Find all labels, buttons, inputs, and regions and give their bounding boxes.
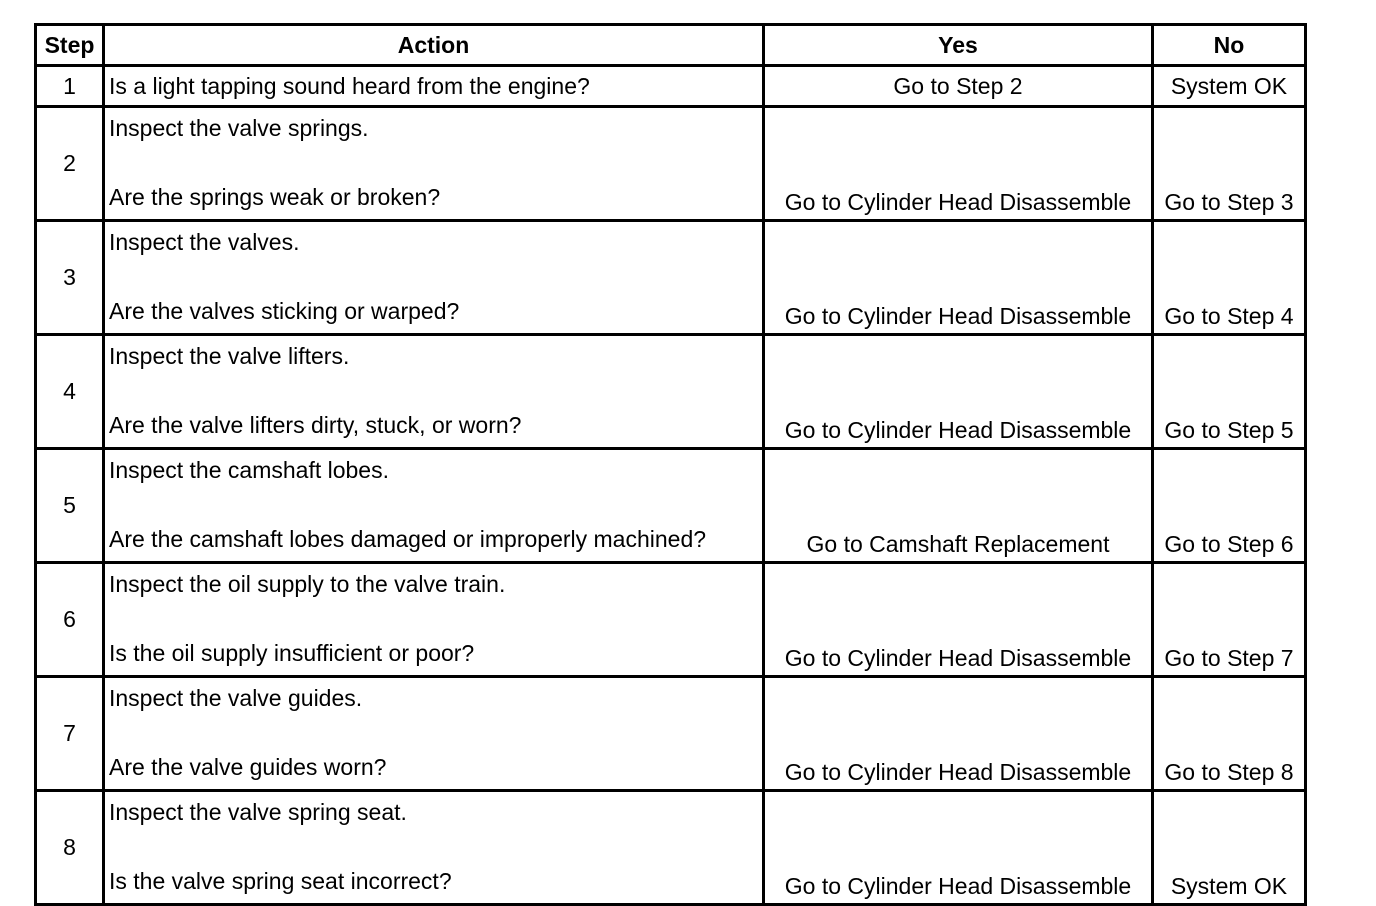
no-outcome: System OK (1153, 66, 1306, 107)
action-question: Are the springs weak or broken? (109, 184, 441, 210)
step-number: 8 (36, 791, 104, 905)
table-row (36, 335, 1306, 449)
diagnostic-table (34, 23, 1307, 906)
table-row (36, 449, 1306, 563)
yes-outcome: Go to Cylinder Head Disassemble (764, 677, 1153, 791)
no-outcome: Go to Step 4 (1153, 221, 1306, 335)
table-row (36, 563, 1306, 677)
no-outcome: System OK (1153, 791, 1306, 905)
action-inspect: Inspect the valve spring seat. (109, 799, 407, 825)
action-inspect: Inspect the valves. (109, 229, 300, 255)
yes-outcome: Go to Cylinder Head Disassemble (764, 335, 1153, 449)
yes-outcome: Go to Step 2 (764, 66, 1153, 107)
header-row (36, 25, 1306, 66)
table-row (36, 221, 1306, 335)
action-inspect: Inspect the valve guides. (109, 685, 363, 711)
header-no: No (1153, 25, 1306, 66)
no-outcome: Go to Step 5 (1153, 335, 1306, 449)
action-question: Are the valve lifters dirty, stuck, or worn? (109, 412, 522, 438)
action-cell (104, 107, 764, 221)
step-number: 1 (36, 66, 104, 107)
action-cell (104, 221, 764, 335)
no-outcome: Go to Step 6 (1153, 449, 1306, 563)
action-inspect: Inspect the valve springs. (109, 115, 369, 141)
no-outcome: Go to Step 8 (1153, 677, 1306, 791)
action-cell (104, 449, 764, 563)
yes-outcome: Go to Cylinder Head Disassemble (764, 107, 1153, 221)
action-inspect: Inspect the camshaft lobes. (109, 457, 389, 483)
table-row (36, 677, 1306, 791)
step-number: 7 (36, 677, 104, 791)
step-number: 3 (36, 221, 104, 335)
yes-outcome: Go to Cylinder Head Disassemble (764, 791, 1153, 905)
header-action: Action (104, 25, 764, 66)
yes-outcome: Go to Cylinder Head Disassemble (764, 563, 1153, 677)
step-number: 6 (36, 563, 104, 677)
no-outcome: Go to Step 3 (1153, 107, 1306, 221)
action-question: Are the valves sticking or warped? (109, 298, 460, 324)
step-number: 5 (36, 449, 104, 563)
action-question: Is a light tapping sound heard from the engine? (104, 66, 764, 107)
table-row (36, 107, 1306, 221)
action-question: Are the valve guides worn? (109, 754, 387, 780)
table-row (36, 66, 1306, 107)
action-cell (104, 677, 764, 791)
action-question: Is the valve spring seat incorrect? (109, 868, 452, 894)
action-cell (104, 335, 764, 449)
step-number: 4 (36, 335, 104, 449)
action-inspect: Inspect the valve lifters. (109, 343, 350, 369)
action-cell (104, 563, 764, 677)
action-question: Is the oil supply insufficient or poor? (109, 640, 475, 666)
action-inspect: Inspect the oil supply to the valve train. (109, 571, 506, 597)
action-question: Are the camshaft lobes damaged or improperly machined? (109, 526, 707, 552)
table-row (36, 791, 1306, 905)
no-outcome: Go to Step 7 (1153, 563, 1306, 677)
yes-outcome: Go to Camshaft Replacement (764, 449, 1153, 563)
header-yes: Yes (764, 25, 1153, 66)
yes-outcome: Go to Cylinder Head Disassemble (764, 221, 1153, 335)
step-number: 2 (36, 107, 104, 221)
action-cell (104, 791, 764, 905)
header-step: Step (36, 25, 104, 66)
